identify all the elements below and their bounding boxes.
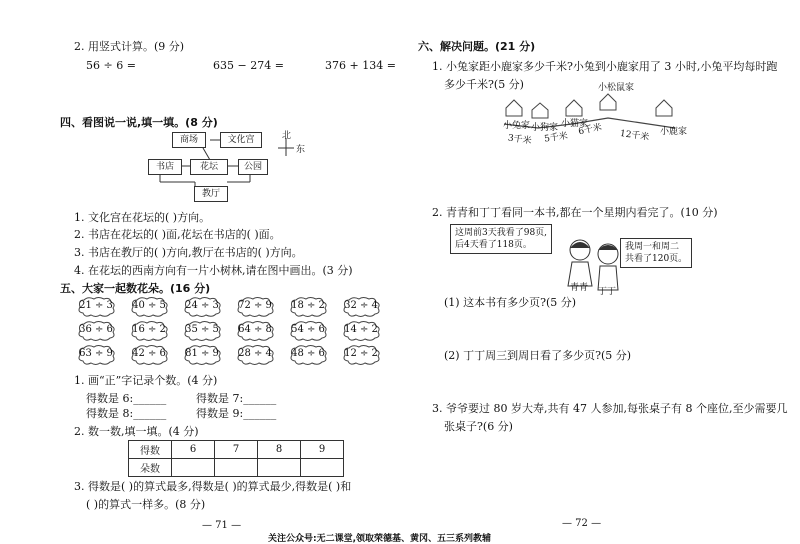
- section5-title: 五、大家一起数花朵。(16 分): [60, 282, 211, 295]
- flower-expr: 54 ÷ 6: [291, 324, 325, 335]
- flower-expr: 32 ÷ 4: [344, 300, 378, 311]
- map-shangchang: 商场: [172, 132, 206, 148]
- r-q2-2: (2) 丁丁周三到周日看了多少页?(5 分): [444, 349, 632, 362]
- name-qingqing: 青青: [570, 283, 589, 293]
- flower-card: [129, 296, 169, 318]
- flower-card: [235, 320, 275, 342]
- table-header-4: 9: [301, 441, 344, 459]
- flower-expr: 64 ÷ 8: [238, 324, 272, 335]
- table-cell-7[interactable]: [215, 459, 258, 477]
- flower-expr: 12 ÷ 2: [344, 348, 378, 359]
- table-header-1: 6: [172, 441, 215, 459]
- flower-expr: 14 ÷ 2: [344, 324, 378, 335]
- sec4-item-1: 1. 文化宫在花坛的( )方向。: [74, 211, 211, 224]
- flower-card: [182, 320, 222, 342]
- count-table: [128, 440, 344, 477]
- flower-expr: 42 ÷ 6: [132, 348, 166, 359]
- flower-expr: 72 ÷ 9: [238, 300, 272, 311]
- flower-card: [288, 320, 328, 342]
- flower-expr: 16 ÷ 2: [132, 324, 166, 335]
- count-line-8: 得数是 8:______: [86, 407, 167, 420]
- map-jiaoting: 教厅: [194, 186, 228, 202]
- flower-card: [235, 296, 275, 318]
- flower-expr: 81 ÷ 9: [185, 348, 219, 359]
- flower-card: [341, 296, 381, 318]
- flower-expr: 40 ÷ 5: [132, 300, 166, 311]
- road-d1: 3千米: [507, 133, 533, 147]
- road-mao: 小猫家: [561, 119, 589, 129]
- flower-expr: 24 ÷ 3: [185, 300, 219, 311]
- flower-card: [288, 296, 328, 318]
- compass-north: 北: [282, 131, 292, 141]
- bubble-dingding: [620, 238, 692, 268]
- r-q2-1: (1) 这本书有多少页?(5 分): [444, 296, 577, 309]
- sec4-item-2: 2. 书店在花坛的( )面,花坛在书店的( )面。: [74, 228, 281, 241]
- calc-expr-3: 376 + 134 =: [325, 59, 396, 72]
- sec4-item-3: 3. 书店在教厅的( )方向,教厅在书店的( )方向。: [74, 246, 303, 259]
- map-shudian: 书店: [148, 159, 182, 175]
- r-q3-line2: 张桌子?(6 分): [444, 420, 513, 433]
- flower-expr: 63 ÷ 9: [79, 348, 113, 359]
- flower-card: [76, 296, 116, 318]
- table-cell-8[interactable]: [258, 459, 301, 477]
- sec5-q3b: ( )的算式一样多。(8 分): [86, 498, 206, 511]
- road-lu: 小鹿家: [660, 127, 688, 137]
- bubble-qingqing: [450, 224, 552, 254]
- table-cell-9[interactable]: [301, 459, 344, 477]
- road-d4: 12千米: [619, 128, 650, 143]
- road-d3: 6千米: [577, 122, 603, 138]
- r-q2: 2. 青青和丁丁看同一本书,都在一个星期内看完了。(10 分): [432, 206, 718, 219]
- count-line-6: 得数是 6:______: [86, 392, 167, 405]
- flower-expr: 48 ÷ 6: [291, 348, 325, 359]
- flower-card: [76, 344, 116, 366]
- sec5-q2: 2. 数一数,填一填。(4 分): [74, 425, 199, 438]
- map-gongyuan: 公园: [238, 159, 268, 175]
- flower-card: [182, 344, 222, 366]
- flower-expr: 35 ÷ 5: [185, 324, 219, 335]
- r-q1-line1: 1. 小兔家距小鹿家多少千米?小兔到小鹿家用了 3 小时,小兔平均每时跑: [432, 60, 778, 73]
- table-header-2: 7: [215, 441, 258, 459]
- r-q1-line2: 多少千米?(5 分): [444, 78, 524, 91]
- flower-card: [341, 344, 381, 366]
- flower-expr: 21 ÷ 3: [79, 300, 113, 311]
- count-line-9: 得数是 9:______: [196, 407, 277, 420]
- flower-card: [182, 296, 222, 318]
- flower-expr: 28 ÷ 4: [238, 348, 272, 359]
- table-header-3: 8: [258, 441, 301, 459]
- count-line-7: 得数是 7:______: [196, 392, 277, 405]
- road-song: 小松鼠家: [598, 83, 635, 93]
- section4-title: 四、看图说一说,填一填。(8 分): [60, 116, 218, 129]
- flower-card: [341, 320, 381, 342]
- road-gou: 小狗家: [531, 123, 559, 133]
- flower-card: [288, 344, 328, 366]
- flower-card: [129, 320, 169, 342]
- calc-expr-2: 635 − 274 =: [213, 59, 284, 72]
- flower-expr: 18 ÷ 2: [291, 300, 325, 311]
- calc-expr-1: 56 ÷ 6 =: [86, 59, 136, 72]
- table-row-label: 朵数: [129, 459, 172, 477]
- sec5-q1: 1. 画“正”字记录个数。(4 分): [74, 374, 218, 387]
- flower-card: [235, 344, 275, 366]
- r-q3-line1: 3. 爷爷要过 80 岁大寿,共有 47 人参加,每张桌子有 8 个座位,至少需要几: [432, 402, 788, 415]
- sec5-q3a: 3. 得数是( )的算式最多,得数是( )的算式最少,得数是( )和: [74, 480, 352, 493]
- table-cell-6[interactable]: [172, 459, 215, 477]
- flower-card: [76, 320, 116, 342]
- sec4-item-4: 4. 在花坛的西南方向有一片小树林,请在图中画出。(3 分): [74, 264, 353, 277]
- section6-title: 六、解决问题。(21 分): [418, 40, 536, 53]
- name-dingding: 丁丁: [598, 287, 617, 297]
- bubble-dingding-line2: 共看了120页。: [625, 254, 688, 264]
- table-header-0: 得数: [129, 441, 172, 459]
- flower-card: [129, 344, 169, 366]
- bubble-qingqing-line1: 这周前3天我看了98页,: [455, 228, 548, 238]
- footer-banner: 关注公众号:无二课堂,领取荣德基、黄冈、五三系列教辅: [268, 534, 492, 544]
- map-wenhuagong: 文化宫: [220, 132, 262, 148]
- road-tu: 小兔家: [503, 121, 531, 131]
- page-number-right: — 72 —: [562, 518, 602, 529]
- bubble-qingqing-line2: 后4天看了118页。: [455, 240, 532, 250]
- map-huatan: 花坛: [190, 159, 228, 175]
- compass-east: 东: [296, 145, 306, 155]
- road-d2: 5千米: [543, 131, 569, 145]
- q2-title: 2. 用竖式计算。(9 分): [74, 40, 185, 53]
- bubble-dingding-line1: 我周一和周二: [625, 242, 680, 252]
- page-number-left: — 71 —: [202, 520, 242, 531]
- flower-expr: 36 ÷ 6: [79, 324, 113, 335]
